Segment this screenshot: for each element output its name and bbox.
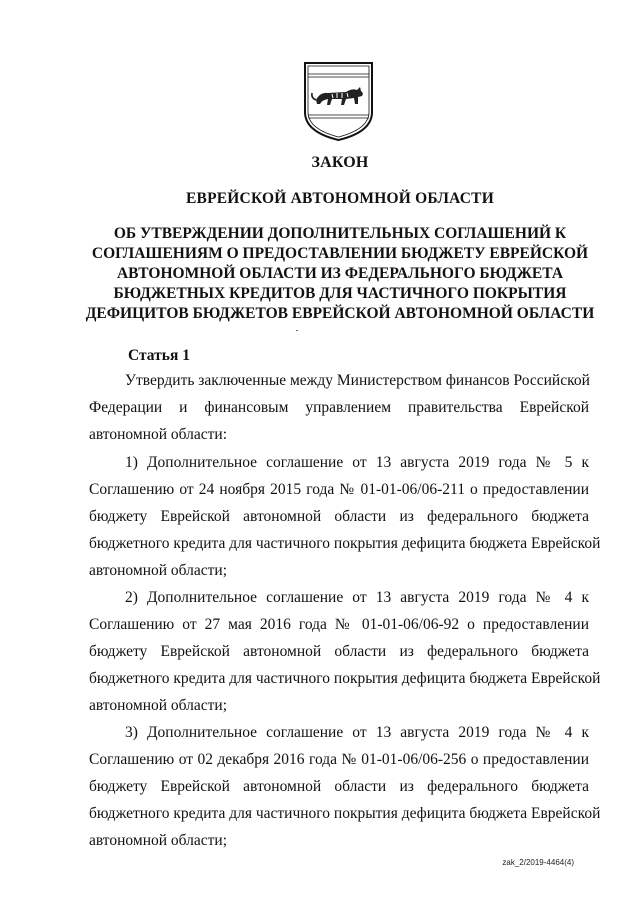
text-line: Соглашению от 27 мая 2016 года № 01-01-06/06-92 о предоставлении xyxy=(89,616,589,633)
subject-line: СОГЛАШЕНИЯМ О ПРЕДОСТАВЛЕНИИ БЮДЖЕТУ ЕВРЕЙСКОЙ xyxy=(91,245,589,262)
law-subject xyxy=(85,224,595,324)
intro-paragraph xyxy=(89,367,589,448)
text-line: Утвердить заключенные между Министерством финансов Российской xyxy=(125,372,590,389)
subject-line: ОБ УТВЕРЖДЕНИИ ДОПОЛНИТЕЛЬНЫХ СОГЛАШЕНИЙ К xyxy=(113,225,567,242)
list-item xyxy=(89,719,601,854)
subject-line: АВТОНОМНОЙ ОБЛАСТИ ИЗ ФЕДЕРАЛЬНОГО БЮДЖЕТА xyxy=(116,265,564,282)
text-line: 3) Дополнительное соглашение от 13 августа 2019 года № 4 к xyxy=(125,724,589,741)
text-line: автономной области; xyxy=(89,832,228,849)
law-title: ЗАКОН xyxy=(311,154,369,171)
text-line: бюджету Еврейской автономной области из федерального бюджета xyxy=(89,643,589,660)
text-line: бюджетного кредита для частичного покрытия дефицита бюджета Еврейской xyxy=(89,805,601,822)
text-line: Федерации и финансовым управлением правительства Еврейской xyxy=(89,399,589,416)
text-line: автономной области; xyxy=(89,562,228,579)
text-line: 1) Дополнительное соглашение от 13 августа 2019 года № 5 к xyxy=(125,454,589,471)
coat-of-arms-tiger-icon xyxy=(302,60,375,142)
text-line: автономной области; xyxy=(89,697,228,714)
subject-line: БЮДЖЕТНЫХ КРЕДИТОВ ДЛЯ ЧАСТИЧНОГО ПОКРЫТИЯ xyxy=(113,285,567,302)
region-title: ЕВРЕЙСКОЙ АВТОНОМНОЙ ОБЛАСТИ xyxy=(186,190,494,207)
text-line: бюджету Еврейской автономной области из федерального бюджета xyxy=(89,508,589,525)
text-line: 2) Дополнительное соглашение от 13 августа 2019 года № 4 к xyxy=(125,589,589,606)
document-code: zak_2/2019-4464(4) xyxy=(502,858,574,867)
text-line: Соглашению от 24 ноября 2015 года № 01-01-06/06-211 о предоставлении xyxy=(89,481,589,498)
list-item xyxy=(89,449,601,584)
text-line: бюджету Еврейской автономной области из федерального бюджета xyxy=(89,778,589,795)
text-line: Соглашению от 02 декабря 2016 года № 01-01-06/06-256 о предоставлении xyxy=(89,751,589,768)
text-line: бюджетного кредита для частичного покрытия дефицита бюджета Еврейской xyxy=(89,535,601,552)
article-heading: Статья 1 xyxy=(128,347,190,364)
text-line: бюджетного кредита для частичного покрытия дефицита бюджета Еврейской xyxy=(89,670,601,687)
list-item xyxy=(89,584,601,719)
subject-line: ДЕФИЦИТОВ БЮДЖЕТОВ ЕВРЕЙСКОЙ АВТОНОМНОЙ ОБЛАСТИ xyxy=(85,305,595,322)
stray-mark xyxy=(296,330,298,331)
text-line: автономной области: xyxy=(89,426,228,443)
